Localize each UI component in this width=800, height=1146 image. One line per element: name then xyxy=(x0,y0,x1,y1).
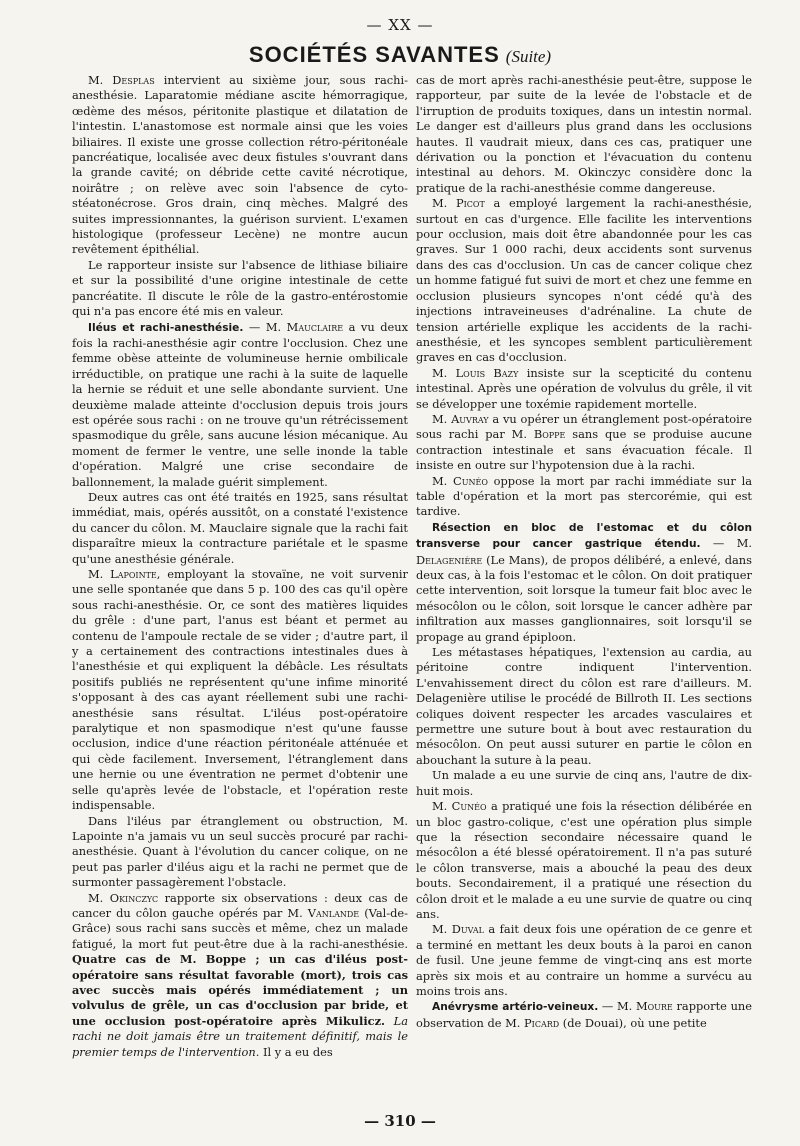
page-number: — 310 — xyxy=(364,1112,436,1130)
section-title: SOCIÉTÉS SAVANTES xyxy=(248,42,500,67)
paragraph: M. Auvray a vu opérer un étranglement post-opératoire sous rachi par M. Boppe sans que se produise aucune contraction intestinale et sans évacuation fécale. Il insiste en outre sur l'hypotension due à la rachi. xyxy=(416,411,752,473)
paragraph: Résection en bloc de l'estomac et du côlon transverse pour cancer gastrique étendu. — M. Delagenière (Le Mans), de propos délibéré, a enlevé, dans deux cas, à la fois l'estomac et le côlon. On doit pratiquer cette intervention, soit lorsque la tumeur fait bloc avec le mésocôlon ou le côlon, soit lorsque le cancer adhère par infiltration aux masses ganglionnaires, soit lorsqu'il se propage au grand épiploon. xyxy=(416,521,752,644)
paragraph: M. Cunéo a pratiqué une fois la résection délibérée en un bloc gastro-colique, c'est une opération plus simple que la résection secondaire nécessaire quand le mésocôlon a été blessé opératoirement. Il n'a pas suturé le côlon transverse, mais a abouché la peau des deux bouts. Secondairement, il a pratiqué une résection du côlon droit et le malade a eu une survie de quatre ou cinq ans. xyxy=(416,799,752,921)
paragraph: M. Duval a fait deux fois une opération de ce genre et a terminé en mettant les deux bouts à la paroi en canon de fusil. Une jeune femme de vingt-cinq ans est morte après six mois et au contraire un homme a survécu au moins trois ans. xyxy=(416,922,752,998)
page-title xyxy=(0,42,800,68)
paragraph: M. Lapointe, employant la stovaïne, ne voit survenir une selle spontanée que dans 5 p. 100 des cas qu'il opère sous rachi-anesthésie. Or, ce sont des matières liquides du grêle : d'une part, l'anus est béant et permet au contenu de l'ampoule rectale de se vider ; d'autre part, il y a certainement des contractions intestinales dues à l'anesthésie et qui expliquent la débâcle. Les résultats positifs publiés ne représentent qu'une infime minorité s'opposant à des cas ayant réellement subi une rachi-anesthésie sans résultat. L'iléus post-opératoire paralytique et non spasmodique n'est qu'une fausse occlusion, indice d'une réaction péritonéale atténuée et qui cède facilement. Inversement, l'étranglement dans une hernie ou une éventration ne permet d'obtenir une selle qu'après levée de l'obstacle, et l'opération reste indispensable. xyxy=(72,567,408,813)
paragraph: M. Louis Bazy insiste sur la scepticité du contenu intestinal. Après une opération de volvulus du grêle, il vit se développer une toxémie rapidement mortelle. xyxy=(416,365,752,411)
section-heading: Résection en bloc de l'estomac et du côlon transverse pour cancer gastrique étendu. xyxy=(416,521,752,551)
paragraph: Anévrysme artério-veineux. — M. Moure rapporte une observation de M. Picard (de Douai), où une petite xyxy=(416,999,752,1030)
section-heading: Anévrysme artério-veineux. xyxy=(432,1001,599,1014)
paragraph: Le rapporteur insiste sur l'absence de lithiase biliaire et sur la possibilité d'une origine intestinale de cette pancréatite. Il discute le rôle de la gastro-entérostomie qui n'a pas encore été mis en valeur. xyxy=(72,257,408,319)
paragraph: M. Cunéo oppose la mort par rachi immédiate sur la table d'opération et la mort pas stercorémie, qui est tardive. xyxy=(416,473,753,519)
paragraph: Iléus et rachi-anesthésie. — M. Mauclaire a vu deux fois la rachi-anesthésie agir contre l'occlusion. Chez une femme obèse atteinte de volumineuse hernie ombilicale irréductible, on pratique une rachi à la suite de laquelle la hernie se réduit et une selle abondante survient. Une deuxième malade atteinte d'occlusion depuis trois jours est opérée sous rachi : on ne trouve qu'un rétrécissement spasmodique du grêle, sans aucune lésion mécanique. Au moment de fermer le ventre, une selle inonde la table d'opération. Malgré une crise secondaire de ballonnement, la malade guérit simplement. xyxy=(72,319,409,489)
paragraph: Un malade a eu une survie de cinq ans, l'autre de dix-huit mois. xyxy=(416,768,752,798)
left-column xyxy=(72,73,408,1060)
right-column xyxy=(416,73,752,1031)
section-heading: Iléus et rachi-anesthésie. xyxy=(88,321,244,334)
paragraph: Dans l'iléus par étranglement ou obstruction, M. Lapointe n'a jamais vu un seul succès procuré par rachi-anesthésie. Quant à l'évolution du cancer colique, on ne peut pas parler d'iléus aigu et la rachi ne permet que de surmonter passagèrement l'obstacle. xyxy=(72,813,408,890)
paragraph: Les métastases hépatiques, l'extension au cardia, au péritoine contre indiquent l'intervention. L'envahissement direct du côlon est rare d'ailleurs. M. Delagenière utilise le procédé de Billroth II. Les sections coliques doivent respecter les arcades vasculaires et permettre une suture bout à bout avec restauration du mésocôlon. On peut aussi suturer en partie le côlon en abouchant la suture à la peau. xyxy=(416,645,752,767)
roman-folio: — XX — xyxy=(366,16,434,34)
section-title-suite: (Suite) xyxy=(505,47,552,66)
paragraph: M. Okinczyc rapporte six observations : deux cas de cancer du côlon gauche opérés par M. Vanlande (Val-de-Grâce) sous rachi sans succès et même, chez un malade fatigué, la mort fut peut-être due à la rachi-anesthésie. Quatre cas de M. Boppe ; un cas d'iléus post-opératoire sans résultat favorable (mort), trois cas avec succès mais opérés immédiatement ; un volvulus de grêle, un cas d'occlusion par bride, et une occlusion post-opératoire après Mikulicz. La rachi ne doit jamais être un traitement définitif, mais le premier temps de l'intervention. Il y a eu des xyxy=(72,890,408,1059)
paragraph: Deux autres cas ont été traités en 1925, sans résultat immédiat, mais, opérés aussitôt, on a constaté l'existence du cancer du côlon. M. Mauclaire signale que la rachi fait disparaître mieux la contracture pariétale et le spasme qu'une anesthésie générale. xyxy=(72,489,408,566)
paragraph: M. Desplas intervient au sixième jour, sous rachi-anesthésie. Laparatomie médiane ascite hémorragique, œdème des mésos, péritonite plastique et dilatation de l'intestin. L'anastomose est normale ainsi que les voies biliaires. Il existe une grosse collection rétro-péritonéale pancréatique, localisée avec deux fistules s'ouvrant dans la grande cavité; on débride cette cavité nécrotique, noirâtre ; on relève avec soin l'absence de cyto-stéatonécrose. Gros drain, cinq mèches. Malgré des suites impressionnantes, la guérison survient. L'examen histologique (professeur Lecène) ne montre aucun revêtement épithélial. xyxy=(72,73,408,257)
paragraph: M. Picot a employé largement la rachi-anesthésie, surtout en cas d'urgence. Elle facilite les interventions pour occlusion, mais doit être abandonnée pour les cas graves. Sur 1 000 rachi, deux accidents sont survenus dans des cas d'occlusion. Un cas de cancer colique chez un homme fatigué fut suivi de mort et chez une femme en occlusion plusieurs syncopes n'ont cédé qu'à des injections intraveineuses d'adrénaline. La chute de tension artérielle explique les accidents de la rachi-anesthésie, et les syncopes semblent particulièrement graves en cas d'occlusion. xyxy=(416,196,752,365)
paragraph: cas de mort après rachi-anesthésie peut-être, suppose le rapporteur, par suite de la levée de l'obstacle et de l'irruption de produits toxiques, dans un intestin normal. Le danger est d'ailleurs plus grand dans les occlusions hautes. Il vaudrait mieux, dans ces cas, pratiquer une dérivation ou la ponction et l'évacuation du contenu intestinal au dehors. M. Okinczyc considère donc la pratique de la rachi-anesthésie comme dangereuse. xyxy=(416,73,752,195)
